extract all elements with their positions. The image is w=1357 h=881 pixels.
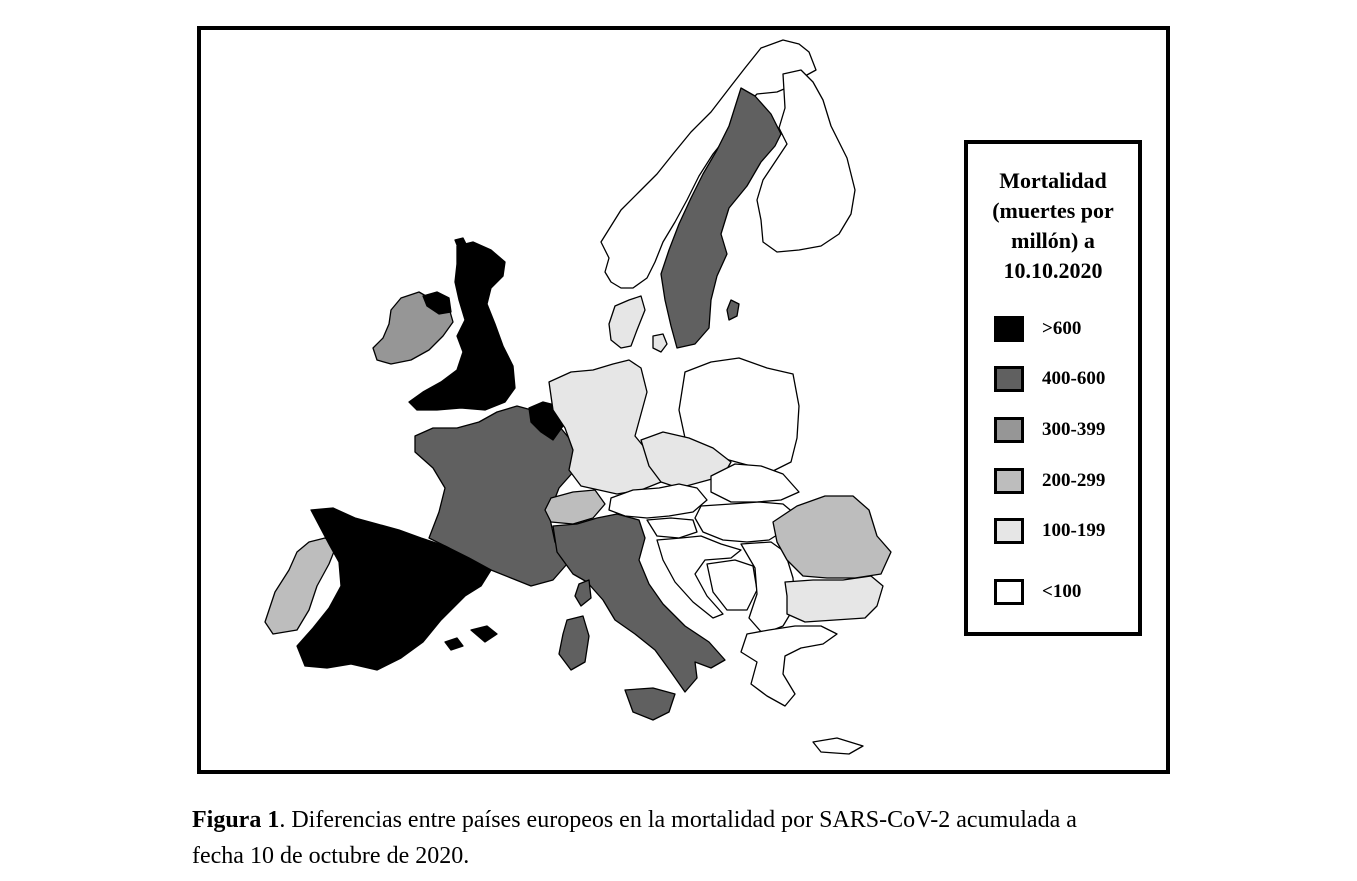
island-sardinia [559, 616, 589, 670]
island-crete [813, 738, 863, 754]
country-romania [773, 496, 891, 578]
legend-item [994, 518, 1134, 550]
legend-label: >600 [1042, 318, 1082, 339]
country-greece [741, 626, 837, 706]
legend-item [994, 468, 1134, 500]
legend [964, 140, 1142, 636]
legend-swatch [994, 366, 1024, 392]
figure-caption [192, 802, 1132, 874]
legend-label: 200-299 [1042, 470, 1106, 491]
legend-label: <100 [1042, 581, 1082, 602]
legend-item [994, 316, 1134, 348]
legend-label: 400-600 [1042, 368, 1106, 389]
island-zealand [653, 334, 667, 352]
country-bosnia [707, 560, 757, 610]
caption-label: Figura 1 [192, 807, 280, 833]
caption-text: . Diferencias entre países europeos en la mortalidad por SARS-CoV-2 acumulada a fecha 10 de octubre de 2020. [192, 807, 1077, 869]
island-ibiza [445, 638, 463, 650]
legend-item [994, 417, 1134, 449]
island-gotland [727, 300, 739, 320]
legend-item [994, 366, 1134, 398]
legend-swatch [994, 468, 1024, 494]
legend-item [994, 579, 1134, 611]
legend-swatch [994, 316, 1024, 342]
country-finland [757, 70, 855, 252]
legend-label: 100-199 [1042, 520, 1106, 541]
country-slovenia [647, 518, 697, 538]
island-sicily [625, 688, 675, 720]
country-bulgaria [785, 576, 883, 622]
island-mallorca [471, 626, 497, 642]
legend-swatch [994, 417, 1024, 443]
country-slovakia [711, 464, 799, 502]
map-frame [197, 26, 1170, 774]
legend-swatch [994, 518, 1024, 544]
country-denmark [609, 296, 645, 348]
legend-swatch [994, 579, 1024, 605]
legend-title: Mortalidad (muertes por millón) a 10.10.2020 [992, 168, 1114, 283]
legend-label: 300-399 [1042, 419, 1106, 440]
island-corsica-shape [575, 580, 591, 606]
